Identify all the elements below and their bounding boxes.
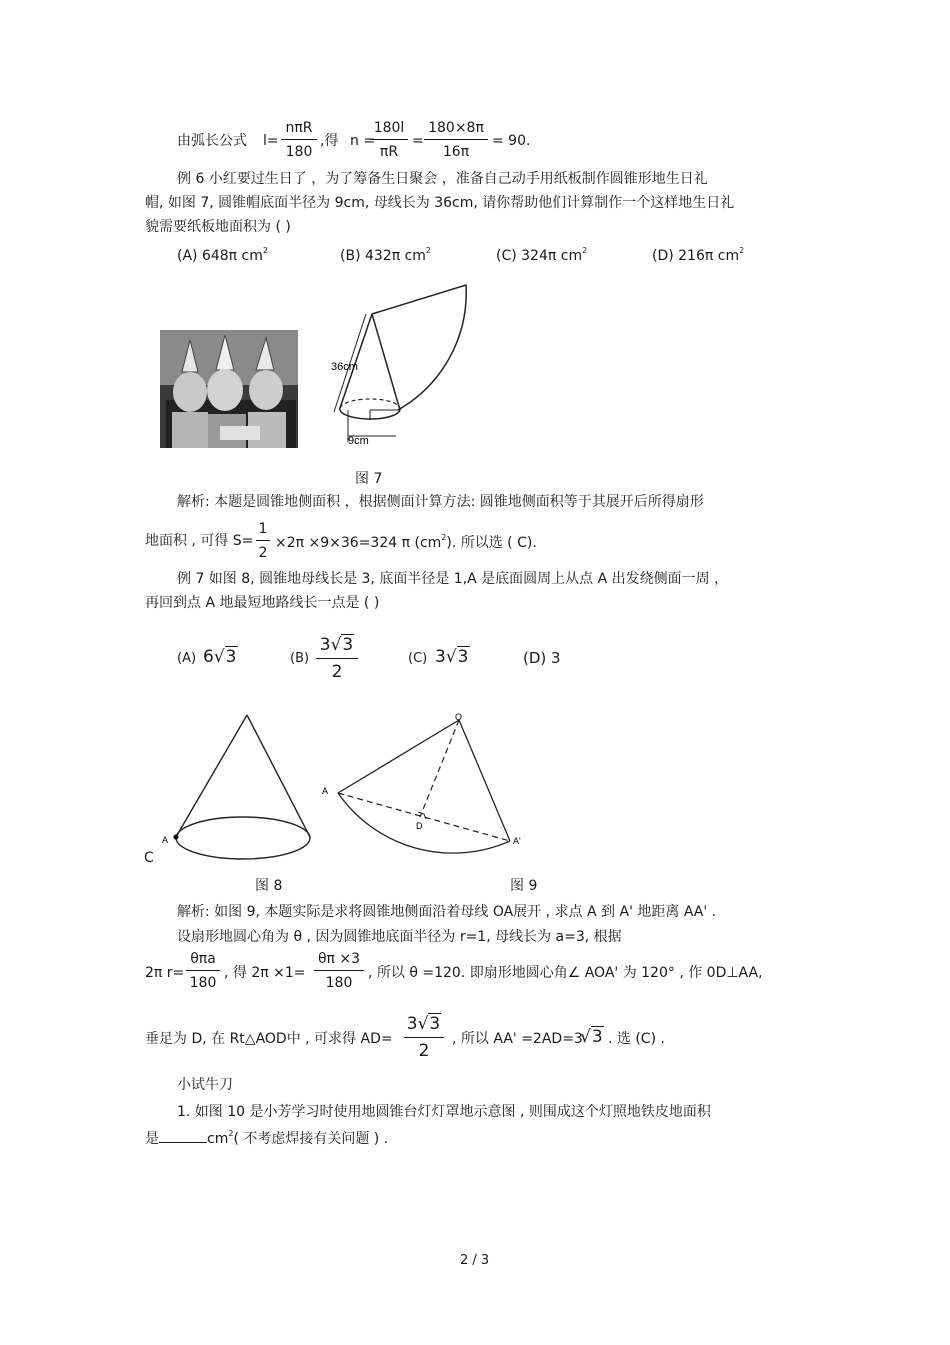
formula-prefix: 由弧长公式: [177, 133, 247, 149]
solution7-line4-sqrt3: √3: [580, 1027, 603, 1047]
fraction-one-half: $\frac{1}{2}$: [256, 522, 270, 560]
children-party-photo: [160, 330, 298, 448]
label-slant-height: 36cm: [331, 361, 358, 373]
fraction-n-value: $\frac{180\times 8\pi}{16\pi}$: [424, 121, 488, 159]
solution6-line1: 解析: 本题是圆锥地侧面积 ，根据侧面计算方法: 圆锥地侧面积等于其展开后所得扇形: [177, 494, 704, 510]
figure9-sector-diagram: [320, 708, 530, 858]
solution7-line1: 解析: 如图 9, 本题实际是求将圆锥地侧面沿着母线 OA展开 , 求点 A 到 A' 地距离 AA' .: [177, 904, 717, 920]
formula-l-eq: l=: [263, 133, 279, 149]
example7-option-a-label: (A): [177, 651, 197, 666]
example7-line2: 再回到点 A 地最短地路线长一点是 ( ): [145, 595, 380, 611]
fraction-n: $\frac{180l}{\pi R}$: [370, 121, 408, 159]
formula-n-eq: n =: [350, 133, 376, 149]
solution7-line4-q3: . 选 (C) .: [608, 1031, 665, 1047]
figure9-caption: 图 9: [510, 878, 538, 894]
fraction-arc-length: nπR 180: [281, 121, 317, 159]
fraction-ad: $\frac{3√3}{2}$: [404, 1016, 444, 1060]
example7-option-b-value: $\frac{3√3}{2}$: [316, 637, 358, 681]
solution7-line2: 设扇形地圆心角为 θ , 因为圆锥地底面半径为 r=1, 母线长为 a=3, 根据: [177, 929, 622, 945]
solution7-line4-q1: 垂足为 D, 在 Rt△AOD中 , 可求得 AD=: [145, 1031, 393, 1047]
solution7-line4-q2: , 所以 AA' =2AD=3: [452, 1031, 583, 1047]
figure8-label-a: A: [162, 835, 169, 845]
example6-line1: 例 6 小红要过生日了 ，为了筹备生日聚会 ，准备自己动手用纸板制作圆锥形地生日礼: [177, 171, 708, 187]
practice-line1: 1. 如图 10 是小芳学习时使用地圆锥台灯灯罩地示意图 , 则围成这个灯照地铁皮地面积: [177, 1104, 711, 1120]
formula-eq: =: [412, 133, 424, 149]
figure8-label-c: C: [144, 850, 154, 866]
solution6-line2-post: ×2π ×9×36=324 π $(cm^2)$. 所以选 ( C).: [275, 533, 537, 551]
example6-line2: 帽, 如图 7, 圆锥帽底面半径为 9cm, 母线长为 36cm, 请你帮助他们计算制作一个这样地生日礼: [145, 195, 735, 211]
example6-option-d: (D) 216π $cm^2$: [652, 246, 745, 264]
practice-line2: 是 $cm^2$( 不考虑焊接有关问题 ) .: [145, 1129, 389, 1147]
figure9-label-a: A: [322, 786, 329, 796]
solution7-line3-p1: 2π r=: [145, 965, 185, 981]
solution7-line3-p3: , 所以 θ =120. 即扇形地圆心角∠ AOA' 为 120° , 作 0D⊥AA,: [368, 965, 763, 981]
example6-option-c: (C) 324π $cm^2$: [496, 246, 588, 264]
fraction-theta-pi-3: $\frac{\theta\pi \times 3}{180}$: [314, 952, 364, 990]
example7-option-c-label: (C): [408, 651, 428, 666]
figure9-label-a-prime: A': [513, 836, 521, 846]
figure8-cone-diagram: [140, 705, 320, 870]
practice-heading: 小试牛刀: [177, 1077, 233, 1093]
solution6-line2-pre: 地面积 , 可得 S=: [145, 533, 254, 549]
fraction-theta-pi-a: θπa 180: [186, 952, 220, 990]
example7-option-b-label: (B): [290, 651, 310, 666]
formula-de: ,得: [320, 133, 339, 149]
solution7-line3-p2: , 得 2π ×1=: [224, 965, 306, 981]
example7-option-d: (D) 3: [523, 649, 561, 667]
example6-option-a: (A) 648π $cm^2$: [177, 246, 268, 264]
example7-option-a-value: 6√3: [203, 647, 237, 667]
figure7-cone-sector-diagram: [326, 280, 501, 450]
label-base-radius: 9cm: [348, 435, 369, 447]
answer-blank: [159, 1142, 207, 1143]
example6-option-b: (B) 432π $cm^2$: [340, 246, 432, 264]
figure9-label-d: D: [416, 821, 423, 831]
example7-option-c-value: 3√3: [435, 647, 469, 667]
formula-result: = 90.: [492, 133, 531, 149]
example6-line3: 貌需要纸板地面积为 ( ): [145, 219, 291, 235]
figure9-label-o: O: [455, 712, 463, 722]
figure8-caption: 图 8: [255, 878, 283, 894]
example7-line1: 例 7 如图 8, 圆锥地母线长是 3, 底面半径是 1,A 是底面圆周上从点 A 出发绕侧面一周 ，: [177, 571, 729, 587]
page-number: 2 / 3: [460, 1253, 490, 1268]
figure7-caption: 图 7: [355, 471, 383, 487]
